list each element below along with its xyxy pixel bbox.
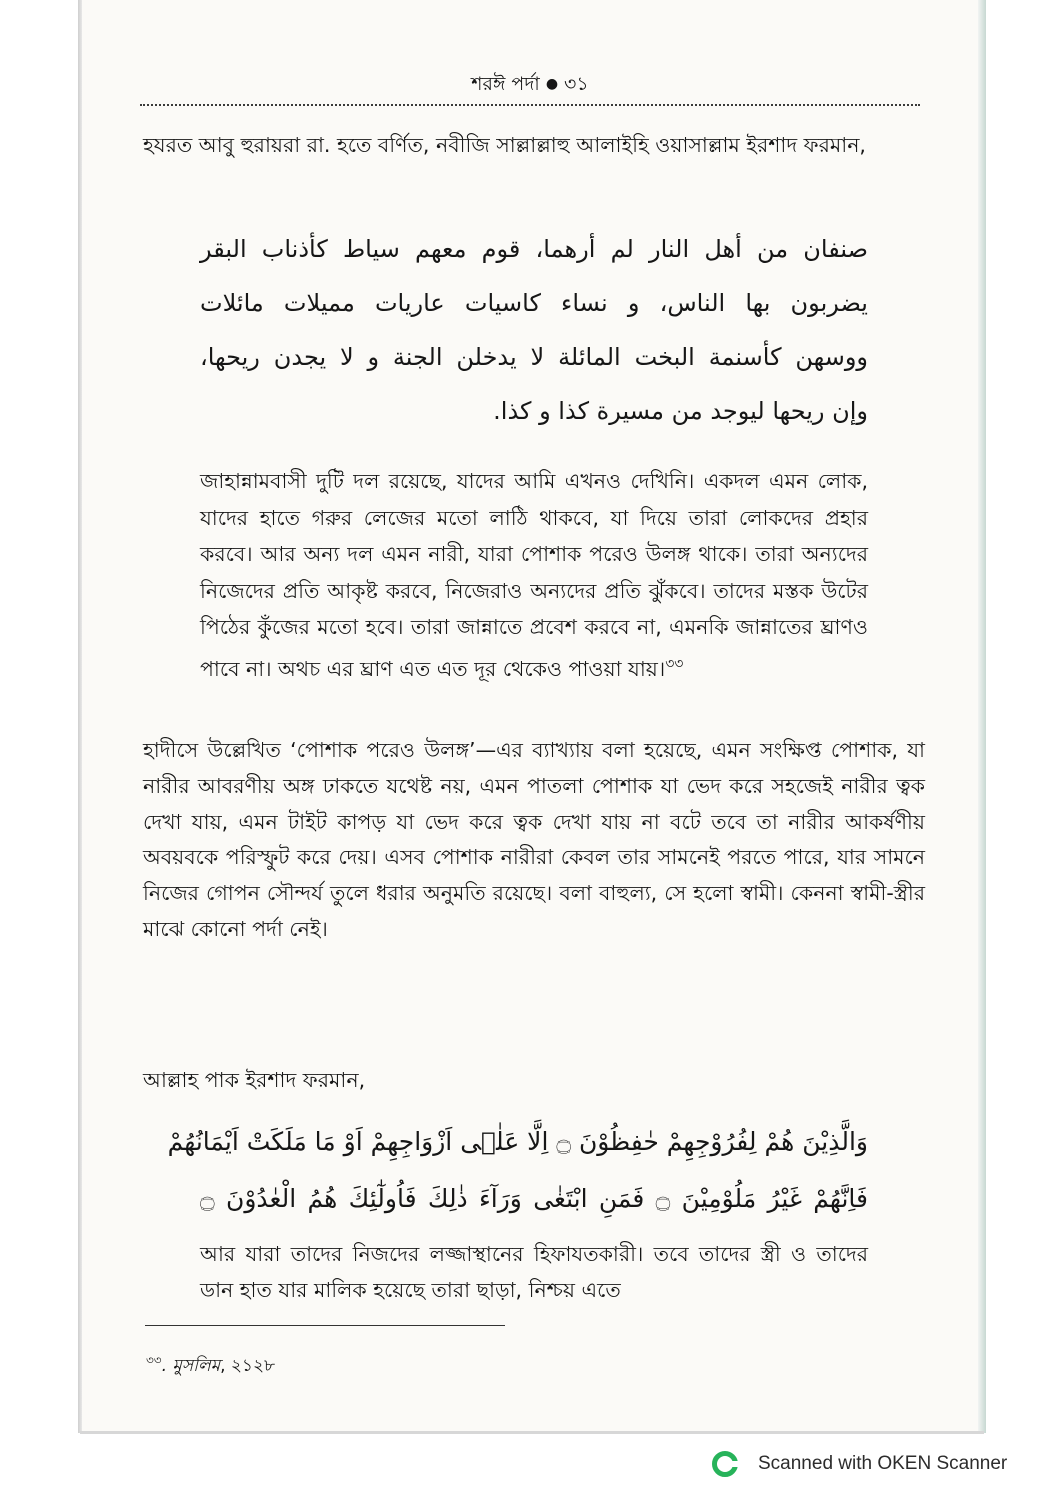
header-dotted-rule — [140, 104, 920, 106]
footnote — [146, 1348, 275, 1378]
allah-intro: আল্লাহ পাক ইরশাদ ফরমান, — [143, 1068, 366, 1092]
hadith-translation: জাহান্নামবাসী দুটি দল রয়েছে, যাদের আমি এখনও দেখিনি। একদল এমন লোক, যাদের হাতে গরুর লেজের মতো লাঠি থাকবে, যা দিয়ে তারা লোকদের প্রহার করবে। আর অন্য দল এমন নারী, যারা পোশাক পরেও উলঙ্গ থাকে। তারা অন্যদের নিজেদের প্রতি আকৃষ্ট করবে, নিজেরাও অন্যদের প্রতি ঝুঁকবে। তাদের মস্তক উটের পিঠের কুঁজের মতো হবে। তারা জান্নাতে প্রবেশ করবে না, এমনকি জান্নাতের ঘ্রাণও পাবে না। অথচ এর ঘ্রাণ এত এত দূর থেকেও পাওয়া যায়। — [200, 469, 868, 681]
hadith-arabic-line: ووسهن كأسنمة البخت المائلة لا يدخلن الجنة و لا يجدن ريحها، — [200, 343, 868, 371]
hadith-arabic-line: صنفان من أهل النار لم أرهما، قوم معهم سياط كأذناب البقر — [200, 235, 868, 263]
scanner-label: Scanned with OKEN Scanner — [758, 1453, 1008, 1474]
hadith-arabic — [200, 222, 868, 438]
running-header — [140, 70, 920, 98]
header-separator: ● — [545, 76, 559, 92]
footnote-source: . মুসলিম — [161, 1356, 221, 1376]
scanner-watermark — [712, 1446, 1007, 1482]
footnote-number: ৩৩ — [146, 1353, 162, 1367]
footnote-divider — [145, 1325, 505, 1326]
page-number: ৩১ — [564, 73, 589, 95]
hadith-arabic-line: يضربون بها الناس، و نساء كاسيات عاريات مميلات مائلات — [200, 289, 868, 317]
hadith-arabic-line: وإن ريحها ليوجد من مسيرة كذا و كذا. — [493, 397, 868, 425]
page-right-edge — [978, 0, 986, 1433]
quran-arabic-line: فَاِنَّهُمْ غَيْرُ مَلُوْمِيْنَ ۝ فَمَنِ ابْتَغٰى وَرَآءَ ذٰلِكَ فَاُولٰٓئِكَ هُمُ الْعٰدُوْنَ ۝ — [200, 1184, 868, 1213]
footnote-reference[interactable]: ৩৩ — [665, 655, 684, 672]
scanner-logo-icon — [712, 1451, 738, 1477]
book-title: শরঈ পর্দা — [471, 73, 540, 95]
quran-translation: আর যারা তাদের নিজদের লজ্জাস্থানের হিফাযতকারী। তবে তাদের স্ত্রী ও তাদের ডান হাত যার মালিক হয়েছে তারা ছাড়া, নিশ্চয় এতে — [200, 1242, 868, 1302]
quran-arabic-line: وَالَّذِيْنَ هُمْ لِفُرُوْجِهِمْ حٰفِظُوْنَ ۝ اِلَّا عَلٰۤى اَزْوَاجِهِمْ اَوْ مَا مَلَكَتْ اَيْمَانُهُمْ — [167, 1127, 868, 1156]
quran-arabic — [167, 1113, 868, 1227]
intro-paragraph: হযরত আবু হুরায়রা রা. হতে বর্ণিত, নবীজি সাল্লাল্লাহু আলাইহি ওয়াসাল্লাম ইরশাদ ফরমান, — [143, 133, 866, 157]
hadith-translation-block — [200, 463, 868, 687]
explanation-paragraph: হাদীসে উল্লেখিত ‘পোশাক পরেও উলঙ্গ’—এর ব্যাখ্যায় বলা হয়েছে, এমন সংক্ষিপ্ত পোশাক, যা নারীর আবরণীয় অঙ্গ ঢাকতে যথেষ্ট নয়, এমন পাতলা পোশাক যা ভেদ করে সহজেই নারীর ত্বক দেখা যায়, এমন টাইট কাপড় যা ভেদ করে ত্বক দেখা যায় না বটে তবে তা নারীর আকর্ষণীয় অবয়বকে পরিস্ফুট করে দেয়। এসব পোশাক নারীরা কেবল তার সামনেই পরতে পারে, যার সামনে নিজের গোপন সৌন্দর্য তুলে ধরার অনুমতি রয়েছে। বলা বাহুল্য, সে হলো স্বামী। কেননা স্বামী-স্ত্রীর মাঝে কোনো পর্দা নেই। — [143, 738, 925, 941]
footnote-ref: , ২১২৮ — [220, 1356, 276, 1376]
page-bottom-edge — [80, 1431, 984, 1434]
